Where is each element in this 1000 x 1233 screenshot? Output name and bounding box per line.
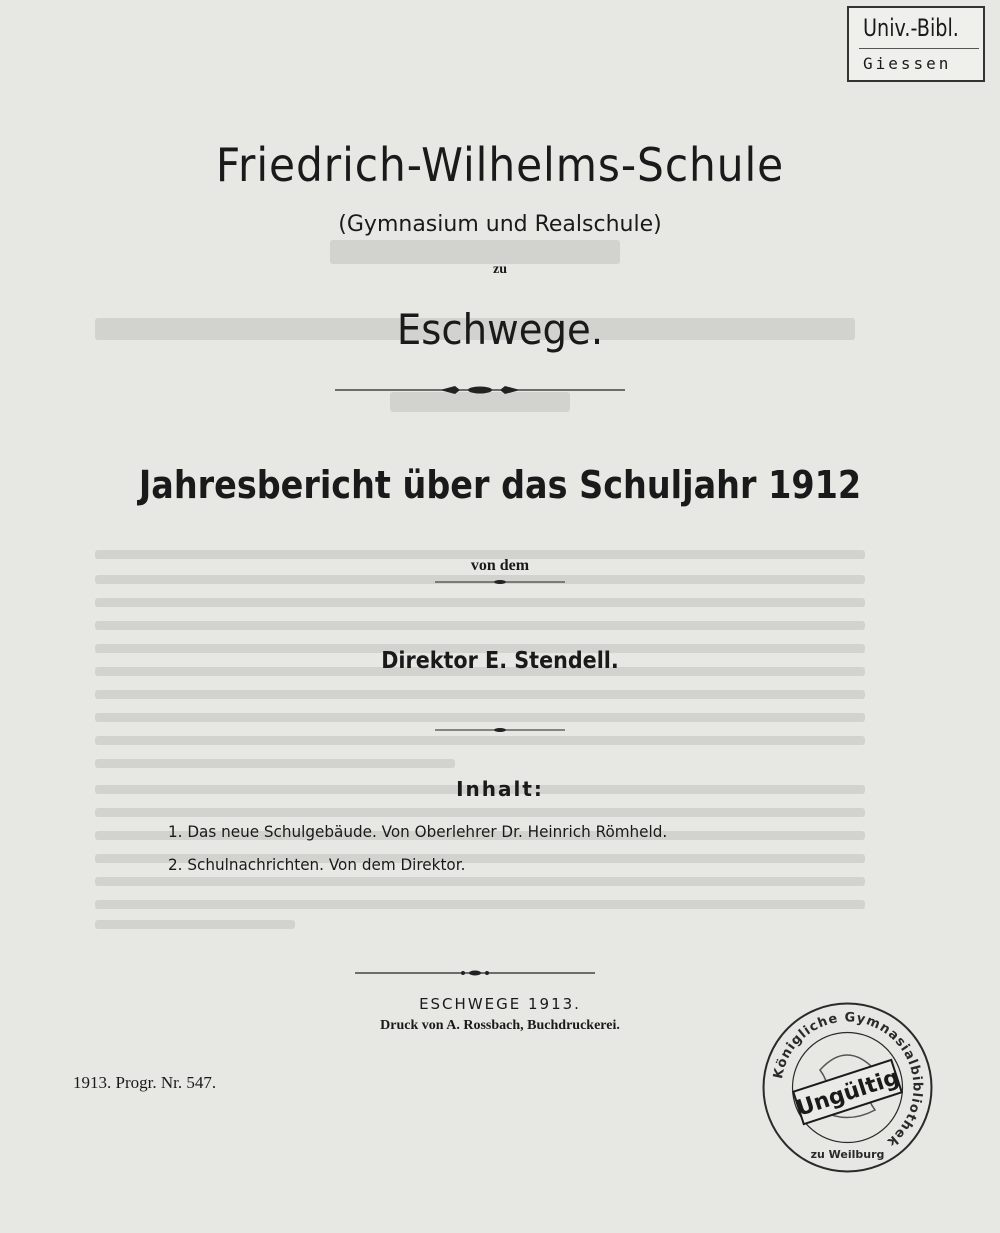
- program-number: 1913. Progr. Nr. 547.: [73, 1073, 217, 1092]
- ornament-rule-top: [335, 380, 625, 400]
- svg-text:zu Weilburg: zu Weilburg: [810, 1148, 885, 1161]
- imprint-printer: Druck von A. Rossbach, Buchdruckerei.: [380, 1018, 620, 1033]
- library-stamp-line2: Giessen: [863, 54, 952, 73]
- library-stamp-divider: [859, 48, 979, 49]
- library-stamp-line1: Univ.-Bibl.: [863, 14, 959, 42]
- svg-text:Königliche Gymnasialbibliothek: Königliche Gymnasialbibliothek: [771, 1010, 925, 1150]
- contents-heading: Inhalt:: [456, 777, 544, 801]
- contents-item: 1. Das neue Schulgebäude. Von Oberlehrer Dr. Heinrich Römheld.: [168, 822, 668, 841]
- imprint-place: ESCHWEGE 1913.: [419, 995, 581, 1013]
- library-stamp: [847, 6, 985, 82]
- director-name: Direktor E. Stendell.: [381, 648, 619, 674]
- school-title: Friedrich-Wilhelms-Schule: [215, 138, 785, 192]
- contents-item: 2. Schulnachrichten. Von dem Direktor.: [168, 855, 466, 874]
- small-rule-1: [435, 577, 565, 587]
- small-rule-2: [435, 725, 565, 735]
- by-line: von dem: [470, 557, 530, 574]
- ornament-rule-bottom: [355, 965, 595, 981]
- city-name: Eschwege.: [396, 305, 604, 354]
- report-title: Jahresbericht über das Schuljahr 1912: [138, 463, 862, 507]
- gymnasium-stamp: [760, 1000, 935, 1175]
- school-subtitle: (Gymnasium und Realschule): [338, 212, 662, 237]
- connector-word: zu: [493, 262, 507, 277]
- svg-text:Ungültig: Ungültig: [793, 1065, 903, 1122]
